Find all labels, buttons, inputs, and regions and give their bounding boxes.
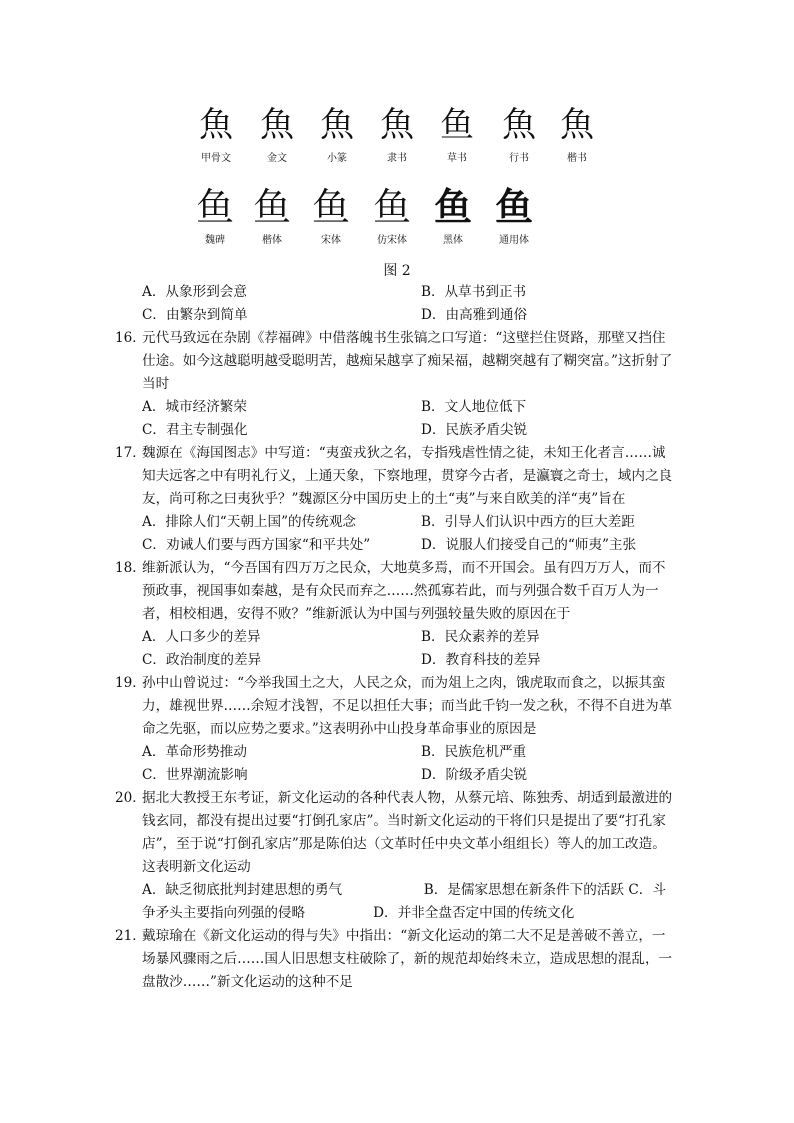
option-b: B．文人地位低下	[421, 399, 527, 415]
glyph-char: 魚	[260, 105, 294, 145]
figure-caption: 图 2	[383, 263, 411, 279]
option-block	[115, 879, 675, 925]
option-row	[115, 511, 675, 534]
option-b: B．从草书到正书	[421, 284, 527, 300]
glyph-caption: 楷书	[567, 153, 587, 164]
question-text: 维新派认为，“今吾国有四万万之民众，大地莫多焉，而不开国会。虽有四万万人，而不预政事，视国事如秦越，是有众民而弃之……然孤寡若此，而与列强合数千百万人为一者，相校相遇，安得不败？”维新派认为中国与列强较量失败的原因在于	[142, 560, 666, 622]
option-c: C．由繁杂到简单	[142, 307, 248, 323]
option-a: A．缺乏彻底批判封建思想的勇气	[142, 882, 343, 898]
question-text: 据北大教授王东考证，新文化运动的各种代表人物，从蔡元培、陈独秀、胡适到最激进的钱玄同，都没有提出过要“打倒孔家店”。当时新文化运动的干将们只是提出了要“打孔家店”，至于说“打倒孔家店”那是陈伯达（文革时任中央文革小组组长）等人的加工改造。这表明新文化运动	[142, 790, 673, 875]
glyph-caption: 魏碑	[205, 235, 225, 246]
glyph-caption: 金文	[267, 153, 287, 164]
option-row	[115, 741, 675, 764]
option-c: C．世界潮流影响	[142, 767, 248, 783]
glyph-char: 鱼	[252, 185, 291, 229]
question-text: 元代马致远在杂剧《荐福碑》中借落魄书生张镐之口写道：“这壁拦住贤路，那壁又挡住仕途。如今这越聪明越受聪明苦，越痴呆越享了痴呆福，越糊突越有了糊突富。”这折射了当时	[142, 330, 673, 392]
glyph-char: 鱼	[440, 105, 474, 145]
glyph-caption: 草书	[447, 153, 467, 164]
option-row	[115, 281, 675, 304]
option-c: C．君主专制强化	[142, 422, 248, 438]
question-number: 20．	[115, 790, 146, 806]
glyph-char: 鱼	[311, 185, 350, 229]
glyph-caption: 通用体	[499, 235, 529, 246]
question-stem	[115, 442, 675, 511]
question-21	[115, 925, 675, 994]
glyph-char: 鱼	[433, 185, 472, 229]
question-number: 18．	[115, 560, 146, 576]
question-16	[115, 327, 675, 442]
glyph-char: 鱼	[372, 185, 411, 229]
question-number: 19．	[115, 675, 146, 691]
glyph-caption: 宋体	[321, 235, 341, 246]
option-b: B．引导人们认识中西方的巨大差距	[421, 514, 635, 530]
glyph-char: 魚	[502, 105, 536, 145]
option-d: D．由高雅到通俗	[421, 307, 528, 323]
question-19	[115, 672, 675, 787]
option-row	[115, 649, 675, 672]
question-area	[115, 281, 675, 994]
glyph-char: 魚	[199, 105, 233, 145]
option-d: D．教育科技的差异	[421, 652, 541, 668]
question-stem	[115, 327, 675, 396]
option-row	[115, 419, 675, 442]
option-b: B．是儒家思想在新条件下的活跃	[423, 882, 625, 898]
glyph-regular	[537, 104, 617, 166]
question-15-options	[115, 281, 675, 327]
glyph-caption: 仿宋体	[377, 235, 407, 246]
glyph-char: 魚	[380, 105, 414, 145]
option-row	[115, 534, 675, 557]
question-stem	[115, 672, 675, 741]
option-a: A．城市经济繁荣	[142, 399, 247, 415]
question-number: 16．	[115, 330, 146, 346]
option-b: B．民众素养的差异	[421, 629, 540, 645]
question-number: 17．	[115, 445, 146, 461]
question-20	[115, 787, 675, 925]
option-c: C．劝诫人们要与西方国家“和平共处”	[142, 537, 371, 553]
option-b: B．民族危机严重	[421, 744, 527, 760]
option-row	[115, 626, 675, 649]
option-d: D．阶级矛盾尖锐	[421, 767, 528, 783]
glyph-general	[474, 186, 554, 248]
option-a: A．从象形到会意	[142, 284, 247, 300]
option-a: A．排除人们“天朝上国”的传统观念	[142, 514, 357, 530]
option-d: D．说服人们接受自己的“师夷”主张	[421, 537, 637, 553]
question-18	[115, 557, 675, 672]
question-text: 孙中山曾说过：“今举我国土之大，人民之众，而为俎上之肉，饿虎取而食之，以振其蛮力，雄视世界……余短才浅智，不足以担任大事；而当此千钧一发之秋，不得不自进为革命之先驱，而以应势之要求。”这表明孙中山投身革命事业的原因是	[142, 675, 673, 737]
question-number: 21．	[115, 928, 146, 944]
glyph-caption: 行书	[509, 153, 529, 164]
glyph-char: 鱼	[195, 185, 234, 229]
question-stem	[115, 925, 675, 994]
glyph-caption: 黑体	[443, 235, 463, 246]
option-a: A．人口多少的差异	[142, 629, 261, 645]
question-17	[115, 442, 675, 557]
glyph-char: 魚	[320, 105, 354, 145]
option-c: C．政治制度的差异	[142, 652, 262, 668]
figure-row-1	[0, 104, 794, 164]
glyph-caption: 甲骨文	[201, 153, 231, 164]
glyph-caption: 小篆	[327, 153, 347, 164]
question-stem	[115, 787, 675, 879]
glyph-caption: 楷体	[262, 235, 282, 246]
option-row	[115, 304, 675, 327]
option-c: C．斗争矛头主要指向列强的侵略	[142, 882, 666, 921]
option-d: D．民族矛盾尖锐	[421, 422, 528, 438]
glyph-char: 鱼	[494, 185, 533, 229]
option-d: D．并非全盘否定中国的传统文化	[373, 905, 575, 921]
glyph-caption: 隶书	[387, 153, 407, 164]
question-text: 魏源在《海国图志》中写道：“夷蛮戎狄之名，专指残虐性情之徒，未知王化者言……诚知夫远客之中有明礼行义，上通天象，下察地理，贯穿今古者，是瀛寰之奇士，域内之良友，尚可称之曰夷狄乎？”魏源区分中国历史上的土“夷”与来自欧美的洋“夷”旨在	[142, 445, 673, 507]
option-row	[115, 396, 675, 419]
option-row	[115, 764, 675, 787]
figure-row-2	[0, 186, 794, 246]
question-text: 戴琼瑜在《新文化运动的得与失》中指出：“新文化运动的第二大不足是善破不善立，一场暴风骤雨之后……国人旧思想支柱破除了，新的规范却始终未立，造成思想的混乱，一盘散沙……”新文化运动的这种不足	[142, 928, 673, 990]
glyph-char: 魚	[560, 105, 594, 145]
option-a: A．革命形势推动	[142, 744, 247, 760]
question-stem	[115, 557, 675, 626]
